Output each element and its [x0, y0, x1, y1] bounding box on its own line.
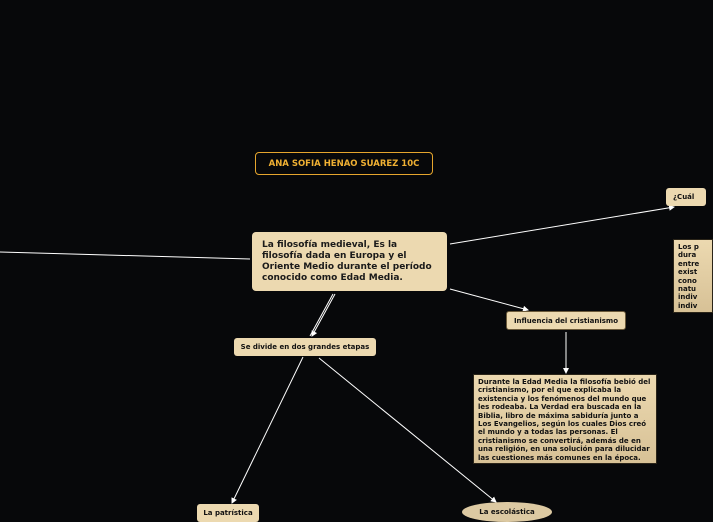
right-description-partial[interactable]	[673, 239, 713, 313]
right-text-line: Los p	[678, 243, 699, 251]
right-text-line: cono	[678, 276, 697, 285]
connector-etapas-escolastica	[319, 358, 496, 502]
title-node[interactable]: ANA SOFIA HENAO SUAREZ 10C	[255, 152, 433, 175]
main-topic-node[interactable]: La filosofía medieval, Es la filosofía dada en Europa y el Oriente Medio durante el período conocido como Edad Media.	[252, 232, 447, 291]
patristica-node[interactable]: La patrística	[197, 504, 259, 522]
right-text-line: exist	[678, 268, 698, 277]
right-text-line: natu	[678, 285, 697, 294]
connector-main-etapas	[310, 294, 333, 336]
right-text-line: indiv	[678, 293, 698, 302]
cual-node[interactable]: ¿Cuál	[666, 188, 706, 206]
influencia-cristianismo-node[interactable]: Influencia del cristianismo	[506, 311, 626, 330]
connector-etapas-patristica	[232, 357, 303, 503]
connector-main-left	[0, 252, 250, 259]
escolastica-node[interactable]: La escolástica	[462, 502, 552, 522]
connector-main-cual	[450, 207, 674, 244]
right-text-line: indiv	[678, 301, 698, 310]
cristianismo-description[interactable]: Durante la Edad Media la filosofía bebió del cristianismo, por el que explicaba la existencia y los fenómenos del mundo que les rodeaba. La Verdad era buscada en la Biblia, libro de máxima sabiduría junto a Los Evangelios, según los cuales Dios creó el mundo y a todas las personas. El cristianismo se convertirá, además de en una religión, en una solución para dilucidar las cuestiones más comunes en la época.	[473, 374, 657, 464]
etapas-node[interactable]: Se divide en dos grandes etapas	[234, 338, 376, 356]
right-text-line: entre	[678, 259, 700, 268]
connector-main-influencia	[450, 289, 528, 310]
right-text-line: dura	[678, 251, 697, 260]
connector-main-etapas-2	[312, 294, 335, 336]
